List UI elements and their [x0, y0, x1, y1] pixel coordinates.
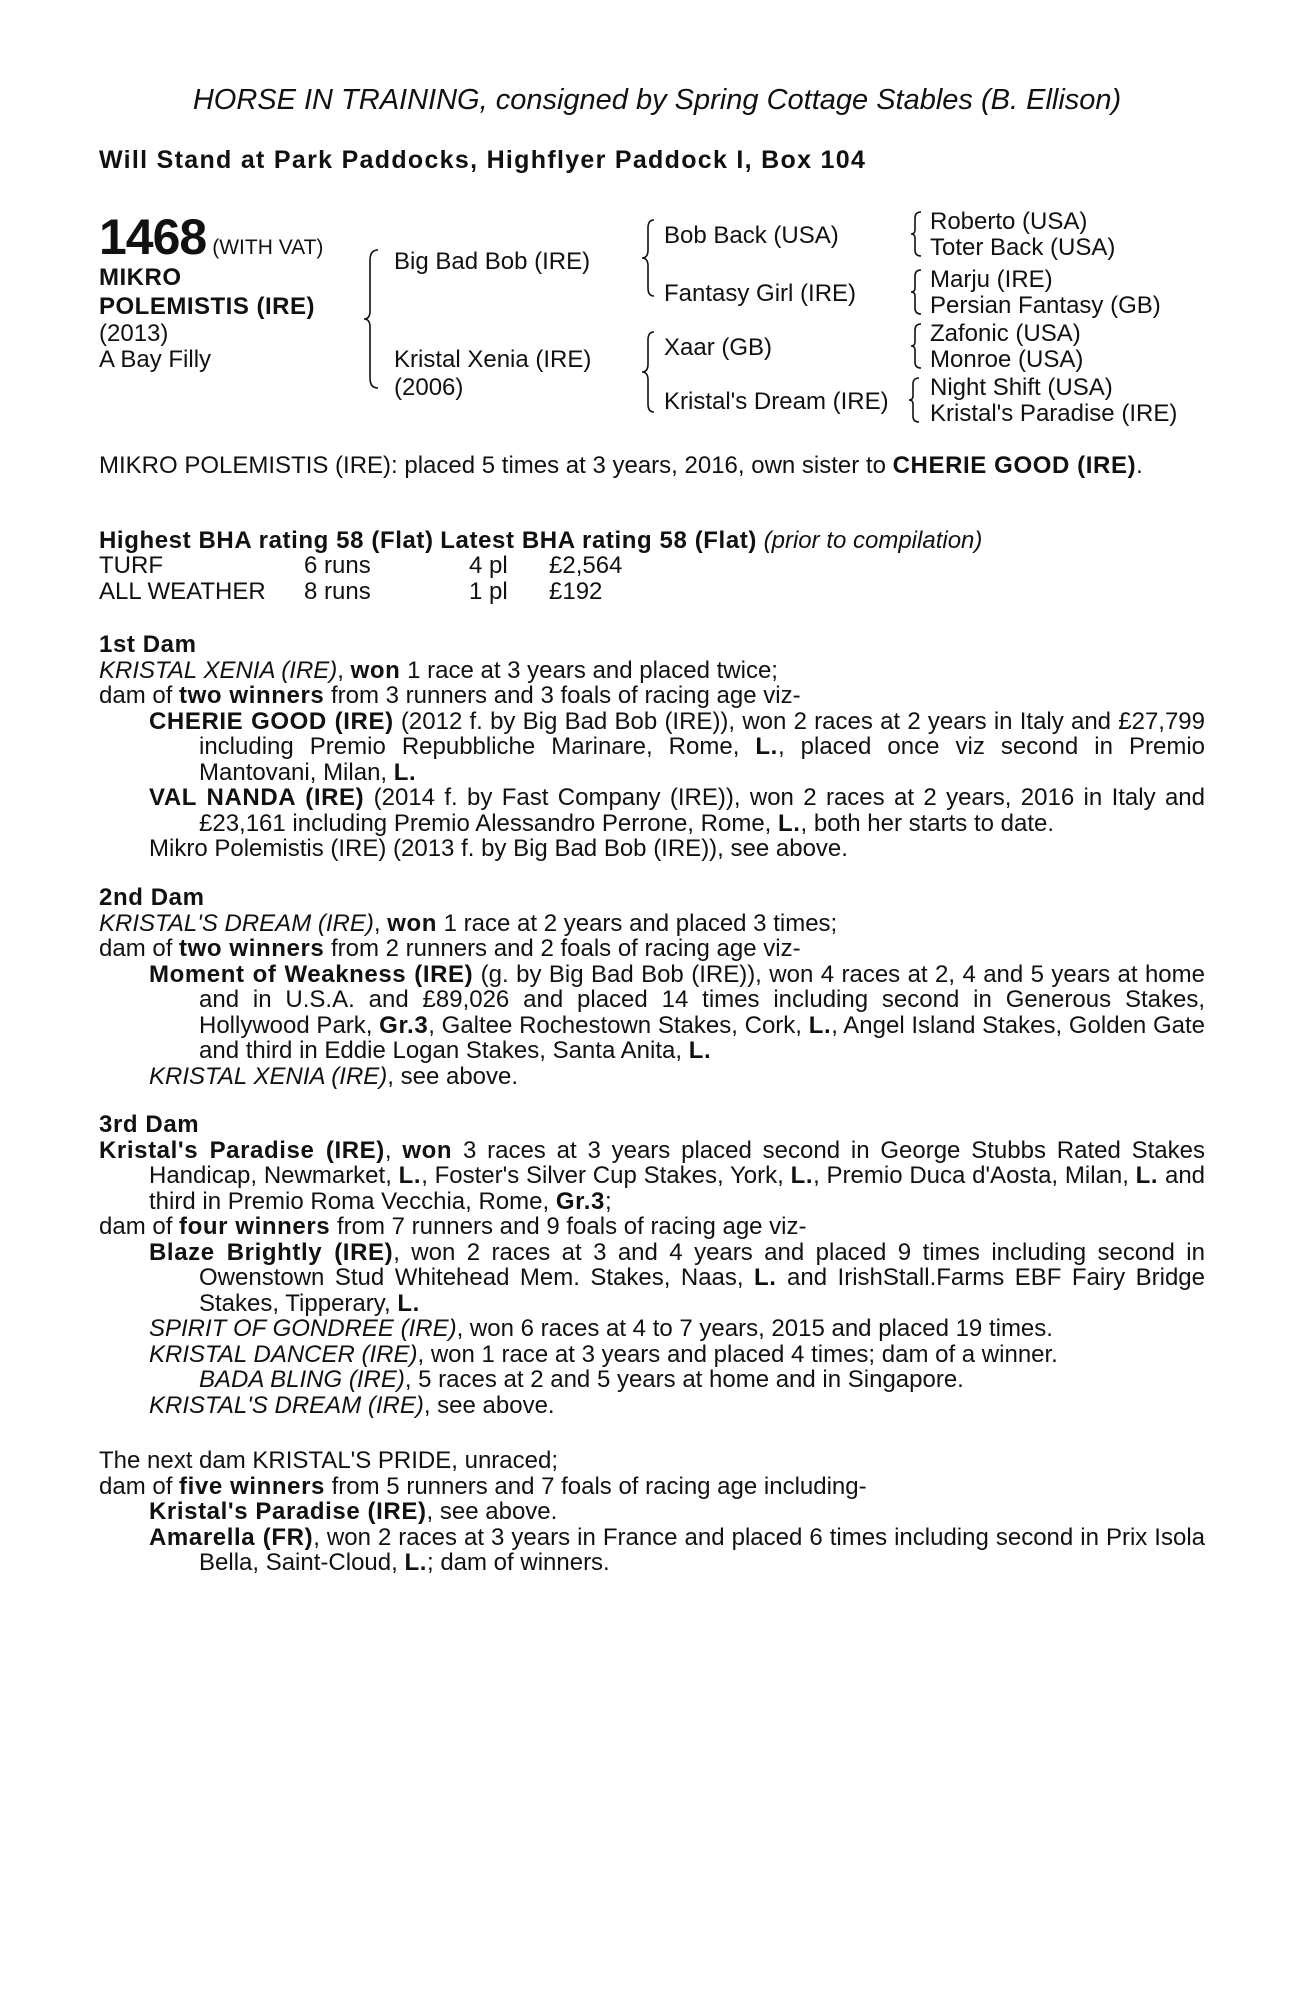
listed-mark: L.: [398, 1162, 422, 1189]
latest-rating: Latest BHA rating 58 (Flat): [440, 527, 757, 554]
pedigree-g3: Marju (IRE): [930, 266, 1053, 293]
produce-name: KRISTAL XENIA (IRE): [149, 1062, 388, 1090]
produce-entry: [99, 962, 1205, 1064]
dam-of-label: dam of: [99, 682, 173, 709]
third-dam-record-cont: , Foster's Silver Cup Stakes, York,: [421, 1162, 784, 1189]
pedigree-bracket-main: [364, 248, 384, 390]
winners-count: four winners: [179, 1213, 331, 1240]
produce-name: Amarella (FR): [149, 1523, 314, 1551]
produce-record-cont: , placed once viz second in Premio Mantovani, Milan,: [199, 733, 1205, 786]
produce-record: , won 6 races at 4 to 7 years, 2015 and placed 19 times.: [456, 1315, 1053, 1342]
summary-end: .: [1136, 452, 1143, 479]
horse-description: A Bay Filly: [99, 346, 212, 373]
produce-name: BADA BLING (IRE): [199, 1366, 405, 1393]
highest-rating: Highest BHA rating 58 (Flat): [99, 527, 434, 554]
dam-of-label: dam of: [99, 1472, 173, 1500]
produce-record-cont: , both her starts to date.: [800, 809, 1055, 837]
second-dam-section: 2nd Dam KRISTAL'S DREAM (IRE), won 1 race at 2 years and placed 3 times; dam of two winners from 2 runners and 2 foals of racing age viz- Moment of Weakness (IRE) (g. by Big Bad Bob (IRE)), won 4 races at 2, 4 and 5 years at home and in U.S.A. and £89,026 and placed 14 times including second in Generous Stakes, Hollywood Park, Gr.3, Galtee Rochestown Stakes, Cork, L., Angel Island Stakes, Golden Gate and third in Eddie Logan Stakes, Santa Anita, L. KRISTAL XENIA (IRE), see above.: [99, 884, 1206, 1090]
produce-entry: [99, 709, 1205, 786]
summary-sister: CHERIE GOOD (IRE): [892, 452, 1137, 479]
produce-record: (2012 f. by Big Bad Bob (IRE)), won 2 races at 2 years in Italy and £27,799 including Premio Repubbliche Marinare, Rome,: [199, 707, 1205, 760]
pedigree-g5: Zafonic (USA): [930, 320, 1081, 347]
listed-mark: L.: [393, 758, 417, 786]
produce-entry: [99, 1342, 1205, 1368]
third-dam-section: 3rd Dam Kristal's Paradise (IRE), won 3 races at 3 years placed second in George Stubbs Rated Stakes Handicap, Newmarket, L., Foster's Silver Cup Stakes, York, L., Premio Duca d'Aosta, Milan, L. and third in Premio Roma Vecchia, Rome, Gr.3; dam of four winners from 7 runners and 9 foals of racing age viz- Blaze Brightly (IRE), won 2 races at 3 and 4 years and placed 9 times including second in Owenstown Stud Whitehead Mem. Stakes, Naas, L. and IrishStall.Farms EBF Fairy Bridge Stakes, Tipperary, L. SPIRIT OF GONDREE (IRE), won 6 races at 4 to 7 years, 2015 and placed 19 times. KRISTAL DANCER (IRE), won 1 race at 3 years and placed 4 times; dam of a winner. BADA BLING (IRE), 5 races at 2 and 5 years at home and in Singapore. KRISTAL'S DREAM (IRE), see above.: [99, 1111, 1206, 1419]
listed-mark: L.: [790, 1162, 814, 1189]
runners-foals: from 7 runners and 9 foals of racing age viz-: [336, 1213, 807, 1240]
next-dam-section: [99, 1448, 1205, 1576]
pedigree-g2: Toter Back (USA): [930, 234, 1116, 261]
next-dam-line: The next dam KRISTAL'S PRIDE, unraced;: [99, 1447, 558, 1474]
horse-name: [99, 263, 315, 321]
first-dam-record: 1 race at 3 years and placed twice;: [407, 656, 778, 684]
listed-mark: L.: [1135, 1162, 1159, 1189]
listed-mark: L.: [404, 1549, 427, 1576]
pedigree-g7: Night Shift (USA): [930, 374, 1113, 401]
listed-mark: L.: [808, 1011, 832, 1039]
third-dam-heading: 3rd Dam: [99, 1111, 200, 1138]
runs: 6 runs: [304, 552, 371, 579]
pedigree-bracket-dam: [640, 330, 660, 414]
consignor-header: HORSE IN TRAINING, consigned by Spring Cottage Stables (B. Ellison): [192, 84, 1122, 116]
produce-entry: [99, 1316, 1205, 1342]
pedigree-g8: Kristal's Paradise (IRE): [930, 400, 1178, 427]
second-dam-heading: 2nd Dam: [99, 884, 205, 911]
produce-entry: Mikro Polemistis (IRE) (2013 f. by Big Bad Bob (IRE)), see above.: [149, 835, 848, 862]
rating-note: (prior to compilation): [763, 527, 983, 554]
produce-record: , won 1 race at 3 years and placed 4 times; dam of a winner.: [417, 1340, 1058, 1368]
produce-name: KRISTAL DANCER (IRE): [149, 1340, 418, 1368]
lot-number-block: [99, 208, 323, 266]
runners-foals: from 5 runners and 7 foals of racing age including-: [331, 1472, 867, 1500]
placed: 4 pl: [469, 552, 508, 579]
produce-name: CHERIE GOOD (IRE): [149, 707, 394, 735]
group-mark: Gr.3: [379, 1011, 429, 1039]
produce-entry: [99, 1525, 1205, 1576]
produce-name: Blaze Brightly (IRE): [149, 1238, 394, 1266]
dam-of-label: dam of: [99, 935, 173, 962]
second-dam-name: KRISTAL'S DREAM (IRE): [99, 909, 374, 937]
second-dam-record: 1 race at 2 years and placed 3 times;: [443, 909, 838, 937]
summary-text: MIKRO POLEMISTIS (IRE): placed 5 times at 3 years, 2016, own sister to: [99, 452, 886, 479]
first-dam-section: 1st Dam KRISTAL XENIA (IRE), won 1 race at 3 years and placed twice; dam of two winners from 3 runners and 3 foals of racing age viz- CHERIE GOOD (IRE) (2012 f. by Big Bad Bob (IRE)), won 2 races at 2 years in Italy and £27,799 including Premio Repubbliche Marinare, Rome, L., placed once viz second in Premio Mantovani, Milan, L. VAL NANDA (IRE) (2014 f. by Fast Company (IRE)), won 2 races at 2 years, 2016 in Italy and £23,161 including Premio Alessandro Perrone, Rome, L., both her starts to date. Mikro Polemistis (IRE) (2013 f. by Big Bad Bob (IRE)), see above.: [99, 631, 1205, 862]
produce-entry: [99, 1367, 1205, 1393]
first-dam-name: KRISTAL XENIA (IRE): [99, 656, 338, 684]
third-dam-name: Kristal's Paradise (IRE): [99, 1136, 385, 1164]
produce-entry: [99, 1499, 1205, 1525]
dam-of-label: dam of: [99, 1213, 173, 1240]
prize-money: £2,564: [549, 552, 623, 579]
bha-rating: [99, 527, 982, 555]
won-label: won: [402, 1136, 453, 1164]
produce-record: , see above.: [426, 1498, 558, 1525]
pedigree-bracket-g3: [908, 322, 924, 370]
pedigree-dam: Kristal Xenia (IRE): [394, 346, 592, 373]
winners-count: two winners: [179, 682, 325, 709]
produce-record-cont: ; dam of winners.: [426, 1549, 610, 1576]
produce-record: , 5 races at 2 and 5 years at home and in Singapore.: [404, 1366, 964, 1393]
produce-name: Kristal's Paradise (IRE): [149, 1498, 427, 1525]
pedigree-sire-dam: Fantasy Girl (IRE): [664, 280, 857, 307]
surface: ALL WEATHER: [99, 577, 266, 605]
produce-entry: [99, 1393, 1205, 1419]
punctuation: ;: [604, 1187, 612, 1215]
produce-record-cont: , Angel Island Stakes, Golden Gate and third in Eddie Logan Stakes, Santa Anita,: [199, 1011, 1206, 1064]
produce-record-cont: and IrishStall.Farms EBF Fairy Bridge Stakes, Tipperary,: [199, 1264, 1205, 1317]
produce-entry: [99, 1240, 1205, 1317]
listed-mark: L.: [688, 1037, 712, 1064]
lot-number: 1468: [99, 209, 207, 265]
listed-mark: L.: [397, 1289, 420, 1317]
produce-record: , won 2 races at 3 years in France and placed 6 times including second in Prix Isola Bella, Saint-Cloud,: [199, 1523, 1206, 1576]
produce-record: , see above.: [423, 1391, 555, 1419]
pedigree-g4: Persian Fantasy (GB): [930, 292, 1161, 319]
produce-record: (g. by Big Bad Bob (IRE)), won 4 races at 2, 4 and 5 years at home and in U.S.A. and £89,026 and placed 14 times including second in Generous Stakes, Hollywood Park,: [199, 960, 1205, 1039]
won-label: won: [350, 656, 401, 684]
horse-name-line1: MIKRO: [99, 264, 182, 291]
winners-count: five winners: [179, 1472, 325, 1500]
produce-name: KRISTAL'S DREAM (IRE): [149, 1391, 424, 1419]
produce-record: , see above.: [387, 1062, 519, 1090]
listed-mark: L.: [755, 733, 778, 760]
listed-mark: L.: [778, 809, 801, 837]
pedigree-dam-dam: Kristal's Dream (IRE): [664, 388, 889, 415]
pedigree-dam-year: (2006): [394, 374, 464, 401]
produce-name: Moment of Weakness (IRE): [149, 960, 474, 988]
third-dam-record: 3 races at 3 years placed second in George Stubbs Rated Stakes Handicap, Newmarket,: [149, 1136, 1205, 1189]
summary-paragraph: [99, 453, 1205, 479]
third-dam-record-cont: and third in Premio Roma Vecchia, Rome,: [149, 1162, 1206, 1215]
produce-record-cont: , Galtee Rochestown Stakes, Cork,: [428, 1011, 802, 1039]
runners-foals: from 3 runners and 3 foals of racing age viz-: [331, 682, 801, 709]
pedigree-bracket-sire: [640, 218, 660, 298]
vat-note: (WITH VAT): [212, 236, 324, 259]
third-dam-record-cont: , Premio Duca d'Aosta, Milan,: [813, 1162, 1129, 1189]
runners-foals: from 2 runners and 2 foals of racing age viz-: [331, 935, 801, 962]
pedigree-bracket-g4: [906, 376, 922, 424]
first-dam-heading: 1st Dam: [99, 631, 197, 658]
horse-name-line2: POLEMISTIS (IRE): [99, 293, 316, 320]
surface: TURF: [99, 552, 163, 579]
pedigree-sire: Big Bad Bob (IRE): [394, 248, 591, 275]
pedigree-g1: Roberto (USA): [930, 208, 1088, 235]
placed: 1 pl: [469, 577, 508, 605]
pedigree-sire-sire: Bob Back (USA): [664, 222, 839, 249]
pedigree-dam-sire: Xaar (GB): [664, 334, 773, 361]
stand-location: Will Stand at Park Paddocks, Highflyer Paddock I, Box 104: [99, 146, 867, 174]
produce-name: VAL NANDA (IRE): [149, 784, 365, 811]
pedigree-bracket-g1: [908, 210, 924, 258]
produce-entry: [99, 785, 1205, 836]
won-label: won: [387, 909, 437, 937]
foaling-year: (2013): [99, 320, 169, 347]
produce-entry: [99, 1064, 1205, 1090]
runs: 8 runs: [304, 577, 371, 605]
produce-record: , won 2 races at 3 and 4 years and placed 9 times including second in Owenstown Stud Whitehead Mem. Stakes, Naas,: [199, 1238, 1205, 1291]
winners-count: two winners: [179, 935, 325, 962]
group-mark: Gr.3: [555, 1187, 605, 1215]
pedigree-g6: Monroe (USA): [930, 346, 1084, 373]
pedigree-bracket-g2: [908, 268, 924, 316]
listed-mark: L.: [754, 1264, 777, 1291]
prize-money: £192: [549, 577, 603, 605]
produce-record: (2014 f. by Fast Company (IRE)), won 2 races at 2 years, 2016 in Italy and £23,161 including Premio Alessandro Perrone, Rome,: [199, 784, 1205, 837]
produce-name: SPIRIT OF GONDREE (IRE): [149, 1315, 457, 1342]
